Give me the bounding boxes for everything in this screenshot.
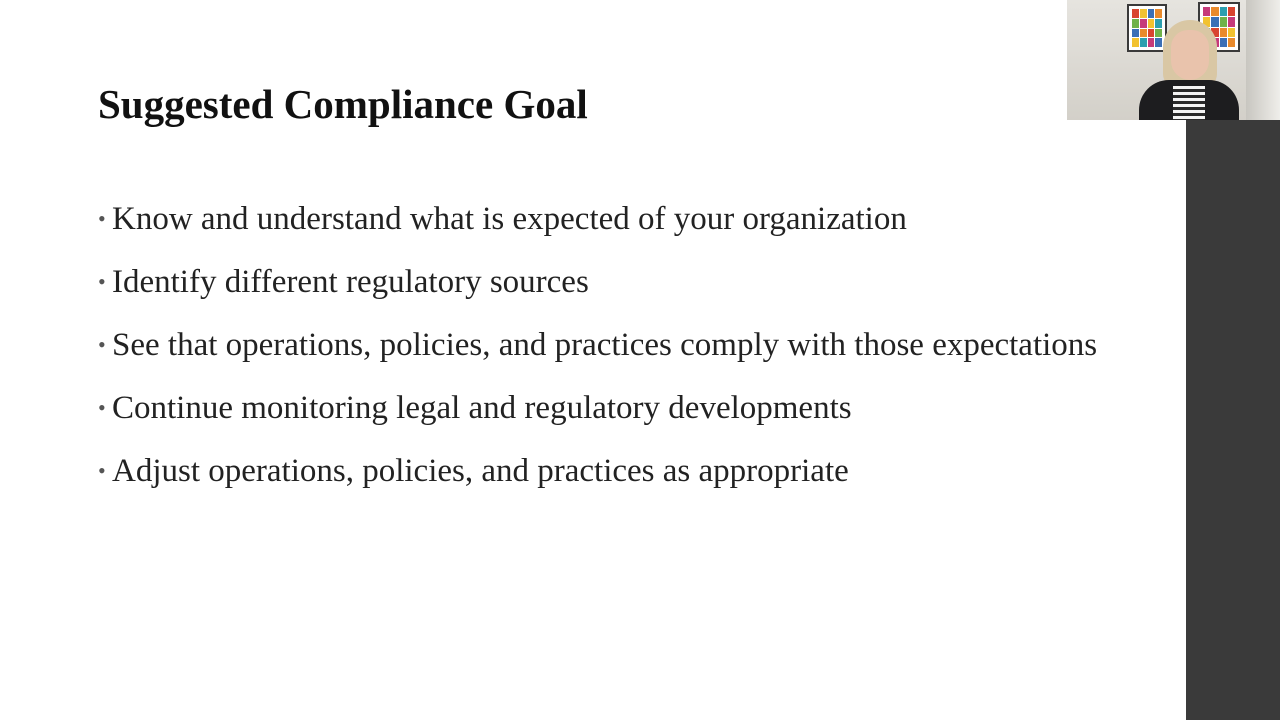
presenter-face — [1171, 30, 1209, 80]
bullet-item — [98, 322, 1098, 368]
bullet-marker: • — [98, 269, 106, 294]
bullet-text: Adjust operations, policies, and practices as appropriate — [112, 453, 849, 489]
bullet-text: Know and understand what is expected of your organization — [112, 201, 907, 237]
bullet-marker: • — [98, 395, 106, 420]
bullet-text: Continue monitoring legal and regulatory developments — [112, 390, 852, 426]
bullet-marker: • — [98, 458, 106, 483]
bullet-list — [98, 196, 1098, 511]
presenter-video-icon[interactable] — [1067, 0, 1280, 120]
bullet-item — [98, 385, 1098, 431]
window-light — [1246, 0, 1280, 120]
bullet-marker: • — [98, 206, 106, 231]
presenter-shirt — [1173, 86, 1205, 120]
bullet-item — [98, 448, 1098, 494]
bullet-text: Identify different regulatory sources — [112, 264, 589, 300]
presentation-side-panel — [1186, 120, 1280, 720]
bullet-item — [98, 259, 1098, 305]
bullet-text: See that operations, policies, and practices comply with those expectations — [112, 327, 1098, 363]
bullet-item — [98, 196, 1098, 242]
presenter-figure — [1139, 20, 1239, 120]
bullet-marker: • — [98, 332, 106, 357]
slide-title: Suggested Compliance Goal — [98, 81, 588, 127]
